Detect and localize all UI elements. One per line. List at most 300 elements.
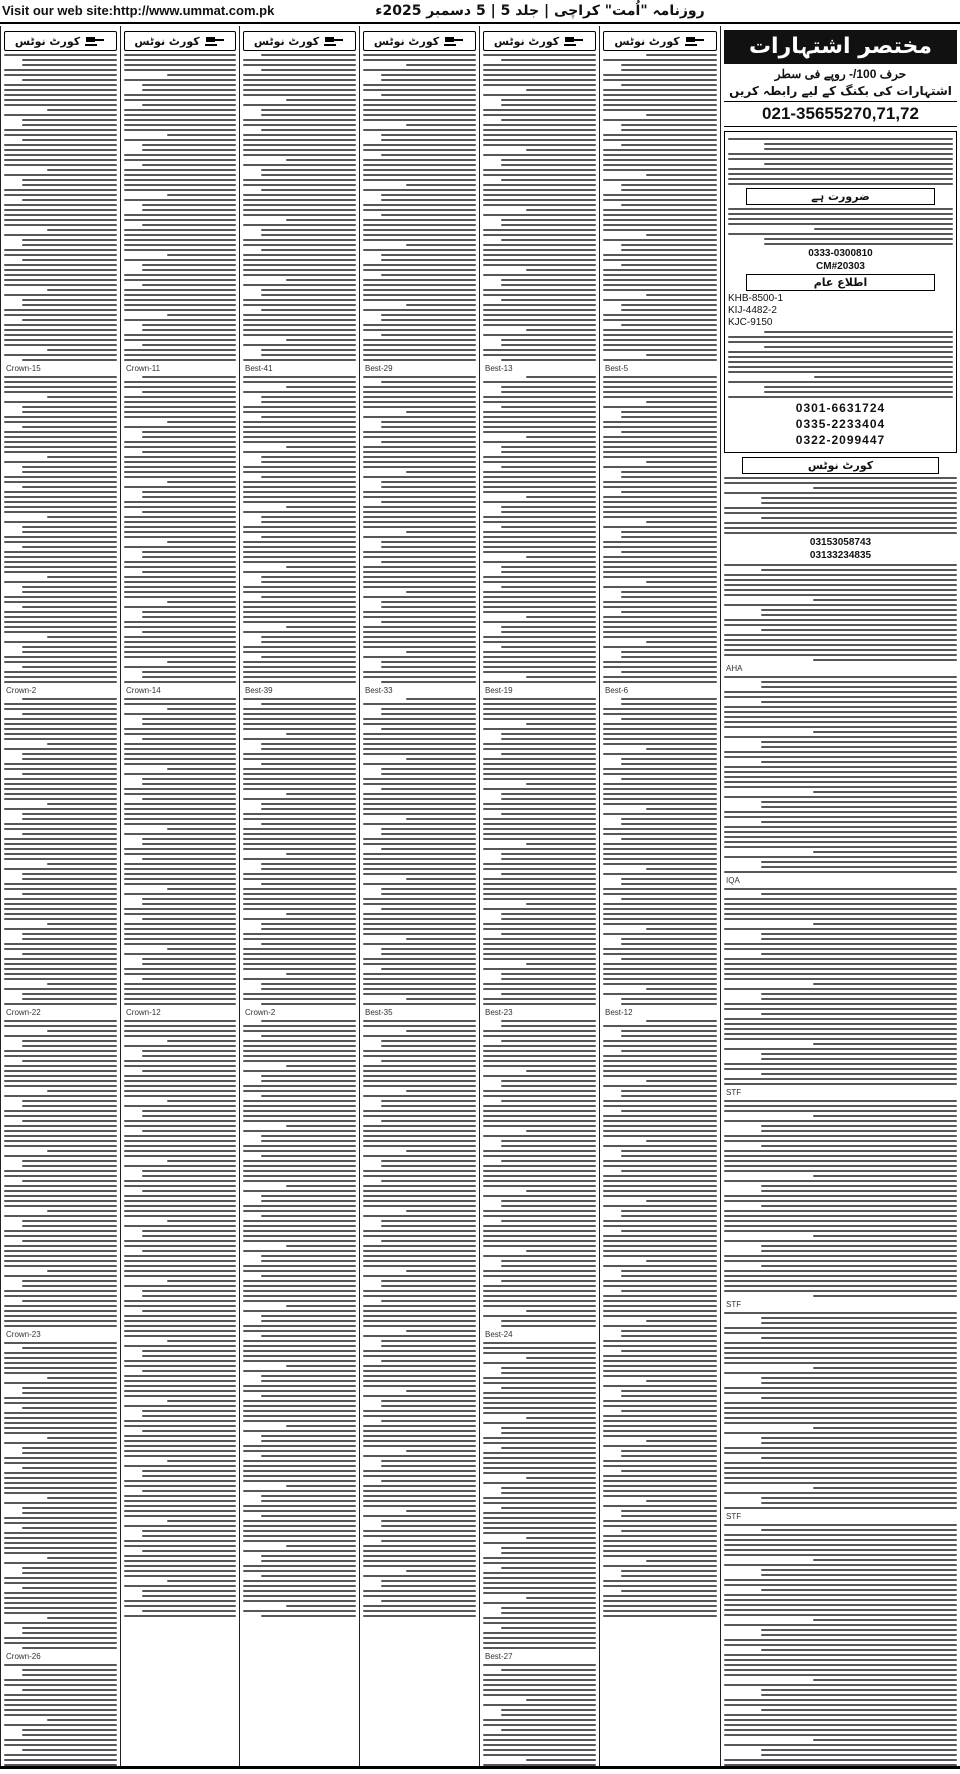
text-line [363,1495,476,1497]
text-line [603,1300,717,1302]
text-line [381,1540,476,1542]
text-line [363,1245,476,1247]
text-line [363,359,476,361]
text-line [363,988,476,990]
text-line [4,481,117,483]
text-line [243,139,356,141]
text-line [501,1085,596,1087]
text-line [363,933,476,935]
notice-reference-code: Best-12 [605,1008,633,1017]
text-line [761,1754,957,1756]
gavel-icon [204,35,226,47]
text-line [501,279,596,281]
text-line [47,169,117,171]
text-line [4,1367,117,1369]
text-line [483,743,596,745]
text-line [243,616,356,618]
text-line [761,938,957,940]
text-line [22,1674,117,1676]
text-line [724,811,957,813]
text-line [22,1627,117,1629]
text-line [22,1347,117,1349]
text-line [501,219,596,221]
text-line [603,359,717,361]
text-line [381,621,476,623]
text-line [243,571,356,573]
text-line [243,998,356,1000]
text-line [4,888,117,890]
text-line [4,436,117,438]
text-line [603,913,717,915]
text-line [4,1382,117,1384]
text-line [603,1535,717,1537]
text-line [4,1357,117,1359]
text-line [603,99,717,101]
text-line [724,1392,957,1394]
text-line [124,823,236,825]
text-line [261,943,356,945]
text-line [621,656,717,658]
court-notice-heading: کورٹ نوٹس [4,31,117,51]
text-line [483,411,596,413]
text-line [4,1607,117,1609]
text-line [621,264,717,266]
text-line [243,179,356,181]
text-line [483,1664,596,1666]
text-line [4,1190,117,1192]
text-line [603,451,717,453]
text-line [761,1322,957,1324]
text-line [261,1435,356,1437]
text-line [243,1610,356,1612]
text-line [4,823,117,825]
text-line [483,274,596,276]
text-line [381,1280,476,1282]
text-line [243,526,356,528]
text-line [286,1245,356,1247]
text-line [603,723,717,725]
text-line [603,798,717,800]
text-line [243,551,356,553]
text-line [142,778,236,780]
website-url[interactable]: Visit our web site:http://www.ummat.com.pk [2,3,275,18]
text-line [381,708,476,710]
text-line [142,671,236,673]
text-line [761,761,957,763]
text-line [142,738,236,740]
text-line [167,888,236,890]
text-line [4,1372,117,1374]
text-line [501,973,596,975]
text-line [124,461,236,463]
text-line [363,868,476,870]
text-line [501,753,596,755]
text-line [501,339,596,341]
text-line [243,1240,356,1242]
text-line [22,758,117,760]
text-line [261,1255,356,1257]
text-line [4,189,117,191]
text-line [483,1587,596,1589]
text-line [22,1587,117,1589]
text-line [363,1470,476,1472]
text-line [724,1038,957,1040]
text-line [142,324,236,326]
text-line [124,339,236,341]
text-line [483,1482,596,1484]
text-line [483,501,596,503]
text-line [603,666,717,668]
text-line [483,1684,596,1686]
text-line [603,169,717,171]
text-line [4,1582,117,1584]
text-line [363,748,476,750]
text-line [603,1580,717,1582]
text-line [621,1290,717,1292]
text-line [526,1130,596,1132]
text-line [261,1515,356,1517]
text-line [124,1480,236,1482]
text-line [286,339,356,341]
text-line [483,576,596,578]
text-line [243,1205,356,1207]
text-line [142,1170,236,1172]
text-line [603,1070,717,1072]
text-line [261,576,356,578]
text-line [501,631,596,633]
text-line [728,173,953,175]
text-line [363,753,476,755]
text-line [243,556,356,558]
text-line [603,813,717,815]
text-line [483,768,596,770]
text-line [483,1115,596,1117]
text-line [124,1375,236,1377]
text-line [261,521,356,523]
text-line [124,1585,236,1587]
text-line [501,1220,596,1222]
text-line [483,1577,596,1579]
text-line [603,344,717,346]
text-line [4,1542,117,1544]
text-line [728,208,953,210]
text-line [501,1372,596,1374]
text-line [501,1040,596,1042]
text-line [243,723,356,725]
text-line [22,1729,117,1731]
text-line [4,748,117,750]
text-line [813,1115,957,1117]
ad-text-block [724,564,957,1766]
text-line [243,84,356,86]
text-line [501,164,596,166]
text-line [761,686,957,688]
text-line [483,943,596,945]
text-line [381,1360,476,1362]
text-line [381,1600,476,1602]
text-line [124,1205,236,1207]
text-line [646,354,717,356]
text-line [4,386,117,388]
text-line [261,1275,356,1277]
text-line [621,763,717,765]
text-line [603,456,717,458]
text-line [814,228,954,230]
text-line [4,853,117,855]
text-line [603,993,717,995]
text-line [603,1240,717,1242]
text-line [483,294,596,296]
text-line [483,1135,596,1137]
text-line [406,1390,476,1392]
text-line [646,461,717,463]
text-line [603,1595,717,1597]
text-line [728,168,953,170]
text-line [243,104,356,106]
text-line [761,1694,957,1696]
text-line [406,1210,476,1212]
text-line [243,149,356,151]
text-line [646,401,717,403]
classified-ads-title: مختصر اشتہارات [724,30,957,64]
text-line [728,183,953,185]
text-line [22,893,117,895]
text-line [761,1589,957,1591]
text-line [603,1125,717,1127]
text-line [363,556,476,558]
text-line [501,99,596,101]
text-line [483,1295,596,1297]
text-line [286,733,356,735]
text-line [483,1527,596,1529]
ad-booking-phone[interactable]: 021-35655270,71,72 [724,101,957,127]
text-line [724,1105,957,1107]
text-line [4,1699,117,1701]
text-line [483,651,596,653]
text-line [363,586,476,588]
text-line [4,621,117,623]
text-line [4,1422,117,1424]
text-line [22,239,117,241]
text-line [22,586,117,588]
text-line [381,421,476,423]
text-line [261,189,356,191]
text-line [603,376,717,378]
text-line [286,793,356,795]
text-line [621,1050,717,1052]
text-line [363,823,476,825]
text-line [603,214,717,216]
text-line [483,883,596,885]
text-line [363,1485,476,1487]
text-line [406,938,476,940]
text-line [406,1450,476,1452]
text-line [603,576,717,578]
text-line [603,571,717,573]
text-line [22,426,117,428]
text-line [363,1130,476,1132]
text-line [501,1145,596,1147]
text-line [501,511,596,513]
text-line [603,1355,717,1357]
text-line [501,566,596,568]
text-line [363,149,476,151]
text-line [724,654,957,656]
text-line [363,1435,476,1437]
text-line [501,1280,596,1282]
text-line [724,948,957,950]
text-line [124,733,236,735]
text-line [483,1382,596,1384]
text-line [363,903,476,905]
text-line [243,918,356,920]
ad-rate-line: حرف 100/- روپے فی سطر [774,67,907,81]
text-line [4,728,117,730]
text-line [243,1550,356,1552]
text-line [243,194,356,196]
text-line [22,993,117,995]
text-line [621,838,717,840]
classified-box [724,131,957,453]
text-line [243,1105,356,1107]
text-line [4,918,117,920]
text-line [728,178,953,180]
text-line [483,1315,596,1317]
text-line [243,1530,356,1532]
text-line [603,1365,717,1367]
text-line [243,144,356,146]
text-line [4,738,117,740]
text-line [261,1395,356,1397]
text-line [243,1025,356,1027]
text-line [603,963,717,965]
text-line [724,1078,957,1080]
text-line [243,783,356,785]
text-line [4,279,117,281]
text-line [603,299,717,301]
text-line [124,1185,236,1187]
text-line [381,501,476,503]
text-line [363,526,476,528]
text-line [363,1425,476,1427]
text-line [4,1315,117,1317]
text-line [363,1110,476,1112]
text-line [363,838,476,840]
text-line [728,371,953,373]
text-line [4,1744,117,1746]
text-line [603,1285,717,1287]
text-line [761,866,957,868]
text-line [603,631,717,633]
text-line [483,868,596,870]
text-line [4,214,117,216]
text-line [22,1669,117,1671]
text-line [501,853,596,855]
text-line [483,1362,596,1364]
text-line [483,718,596,720]
text-line [243,713,356,715]
text-line [483,249,596,251]
text-line [621,898,717,900]
text-line [4,329,117,331]
text-line [4,89,117,91]
text-line [603,349,717,351]
text-line [261,234,356,236]
text-line [526,1070,596,1072]
text-line [22,651,117,653]
text-line [261,129,356,131]
text-line [4,1602,117,1604]
text-line [124,54,236,56]
text-line [603,94,717,96]
text-line [483,1050,596,1052]
text-line [483,888,596,890]
text-line [483,708,596,710]
text-line [603,1540,717,1542]
text-line [724,1135,957,1137]
text-line [483,636,596,638]
text-line [243,813,356,815]
text-line [603,1065,717,1067]
text-line [483,1467,596,1469]
text-line [603,973,717,975]
text-line [142,1350,236,1352]
text-line [243,888,356,890]
text-line [286,446,356,448]
text-line [603,496,717,498]
text-line [167,828,236,830]
text-line [363,1415,476,1417]
text-line [724,1285,957,1287]
text-line [724,1003,957,1005]
text-line [724,492,957,494]
text-line [724,696,957,698]
text-line [603,386,717,388]
text-line [483,1105,596,1107]
text-line [4,788,117,790]
text-line [483,1275,596,1277]
text-line [761,1529,957,1531]
gavel-icon [684,35,706,47]
text-line [813,599,957,601]
text-line [621,1515,717,1517]
text-line [243,561,356,563]
text-line [243,1070,356,1072]
text-line [501,733,596,735]
text-line [603,803,717,805]
text-line [381,1400,476,1402]
text-line [526,616,596,618]
text-line [243,491,356,493]
text-line [724,1008,957,1010]
text-line [406,1270,476,1272]
text-line [483,968,596,970]
text-line [243,124,356,126]
text-line [363,738,476,740]
text-line [724,1644,957,1646]
text-line [526,1477,596,1479]
text-line [724,1280,957,1282]
notice-reference-code: Crown-15 [6,364,41,373]
text-line [286,279,356,281]
gavel-icon [563,35,585,47]
text-line [381,541,476,543]
text-line [47,743,117,745]
text-line [483,244,596,246]
text-line [261,169,356,171]
text-line [243,1090,356,1092]
text-line [363,54,476,56]
